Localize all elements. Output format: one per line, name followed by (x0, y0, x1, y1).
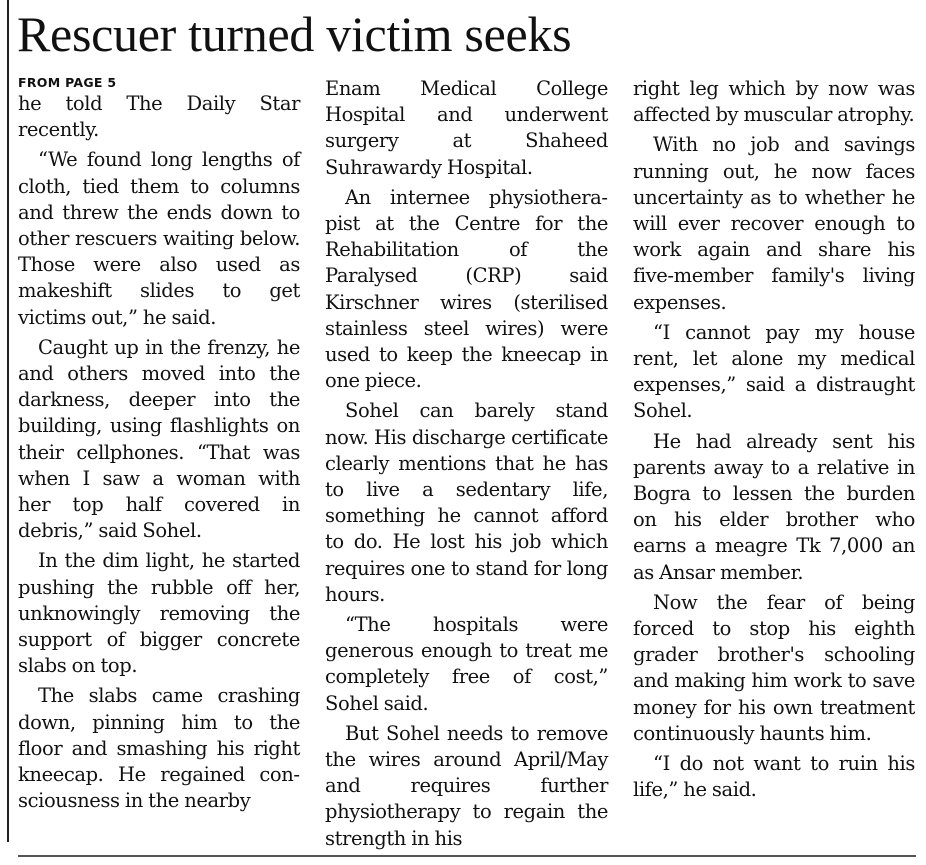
paragraph: With no job and savings running out, he now faces uncertainty as to whether he will ever recover enough to work again and share his five-member family's living expenses. (633, 133, 915, 314)
paragraph: An internee physiotherapist at the Centre for the Rehabilitation of the Paralysed (CRP) said Kirschner wires (sterilised stainless steel wires) were used to keep the kneecap in one piece. (325, 185, 608, 393)
paragraph: “We found long lengths of cloth, tied them to columns and threw the ends down to other rescuers waiting below. Those were also used as makeshift slides to get victims out,” he said. (18, 148, 300, 329)
article-column-2 (325, 76, 608, 856)
paragraph: Sohel can barely stand now. His discharge certificate clearly mentions that he has to live a sedentary life, something he cannot afford to do. He lost his job which requires one to stand for long hours. (325, 399, 608, 606)
paragraph: right leg which by now was affected by muscular atrophy. (633, 77, 915, 127)
paragraph: In the dim light, he started pushing the rubble off her, unknowingly removing the support of bigger concrete slabs on top. (18, 549, 300, 678)
headline: Rescuer turned victim seeks (17, 6, 572, 62)
bottom-rule (18, 855, 916, 857)
paragraph: But Sohel needs to remove the wires around April/May and requires further physiotherapy to regain the strength in his (325, 721, 608, 850)
article-column-3 (633, 76, 915, 807)
paragraph: He had already sent his parents away to a relative in Bogra to lessen the burden on his elder brother who earns a meagre Tk 7,000 an as Ansar member. (633, 429, 915, 584)
article-column-1 (18, 76, 300, 818)
paragraph: “The hospitals were generous enough to treat me completely free of cost,” Sohel said. (325, 613, 608, 715)
paragraph: “I do not want to ruin his life,” he said. (633, 752, 915, 802)
paragraph: The slabs came crashing down, pinning him to the floor and smashing his right kneecap. He regained consciousness in the nearby (18, 684, 300, 813)
paragraph: Now the fear of being forced to stop his eighth grader brother's schooling and making him work to save money for his own treatment continuously haunts him. (633, 590, 915, 745)
paragraph: Caught up in the frenzy, he and others moved into the darkness, deeper into the building, using flashlights on their cellphones. “That was when I saw a woman with her top half covered in debris,” said Sohel. (18, 335, 300, 543)
continuation-kicker: FROM PAGE 5 (18, 75, 117, 90)
paragraph: he told The Daily Star recently. (18, 92, 300, 142)
paragraph: Enam Medical College Hospital and underwent surgery at Shaheed Suhrawardy Hospital. (325, 77, 608, 179)
paragraph: “I cannot pay my house rent, let alone my medical expenses,” said a distraught Sohel. (633, 320, 915, 423)
column-rule-left (7, 0, 9, 842)
